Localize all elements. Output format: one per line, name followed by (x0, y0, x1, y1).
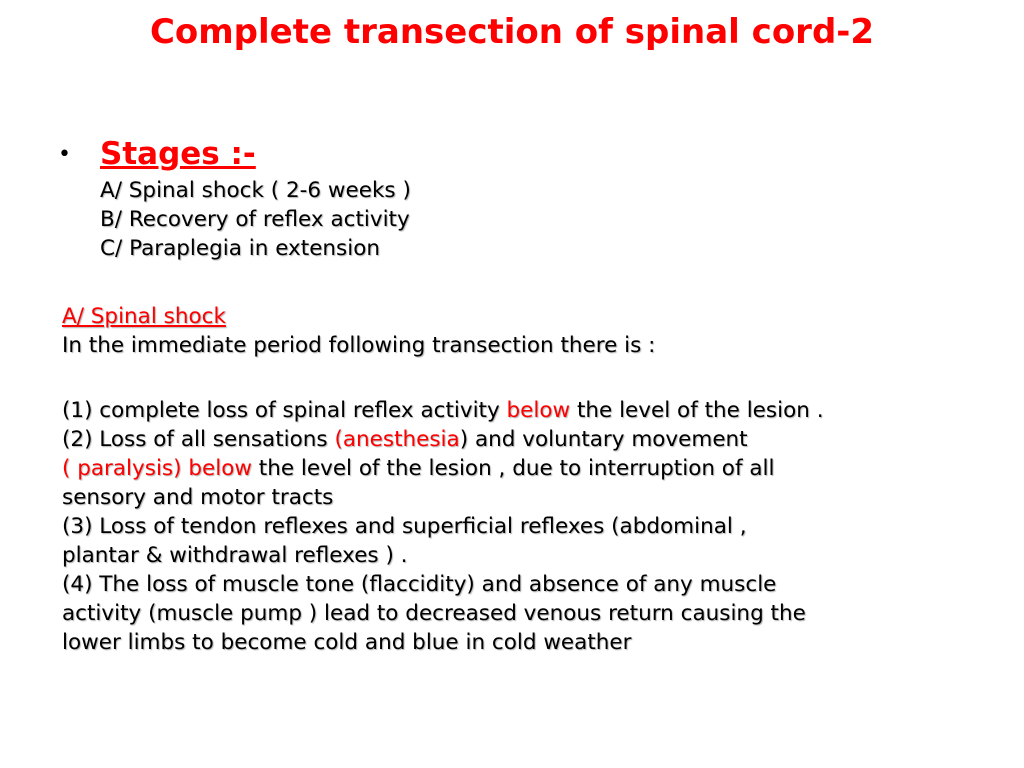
point-2-line-1 (62, 425, 748, 454)
point-2-highlight: (anesthesia (334, 427, 460, 452)
stage-item: A/ Spinal shock ( 2-6 weeks ) (100, 178, 411, 203)
point-3-line-2: plantar & withdrawal reflexes ) . (62, 543, 408, 568)
point-3-line-1: (3) Loss of tendon reflexes and superficial reflexes (abdominal , (62, 514, 747, 539)
section-heading: A/ Spinal shock (62, 304, 226, 329)
point-1-text-a: (1) complete loss of spinal reflex activity (62, 398, 507, 423)
point-2-line-2-highlight: ( paralysis) below (62, 456, 252, 481)
intro-text: In the immediate period following transection there is : (62, 333, 656, 358)
point-1-text-b: the level of the lesion . (570, 398, 824, 423)
stage-item: B/ Recovery of reflex activity (100, 207, 410, 232)
point-2-text-a: (2) Loss of all sensations (62, 427, 335, 452)
point-2-line-2-text: the level of the lesion , due to interruption of all (251, 456, 775, 481)
point-1-highlight: below (506, 398, 571, 423)
point-2-line-3: sensory and motor tracts (62, 485, 334, 510)
slide-title: Complete transection of spinal cord-2 (149, 12, 875, 52)
point-4-line-1: (4) The loss of muscle tone (flaccidity) and absence of any muscle (62, 572, 777, 597)
stages-heading: Stages :- (100, 136, 256, 172)
bullet-icon: • (58, 142, 71, 167)
stage-item: C/ Paraplegia in extension (100, 236, 381, 261)
point-4-line-2: activity (muscle pump ) lead to decreased venous return causing the (62, 601, 806, 626)
point-2-line-2 (62, 454, 774, 483)
point-2-text-b: ) and voluntary movement (459, 427, 748, 452)
point-1 (62, 396, 824, 425)
point-4-line-3: lower limbs to become cold and blue in cold weather (62, 630, 632, 655)
